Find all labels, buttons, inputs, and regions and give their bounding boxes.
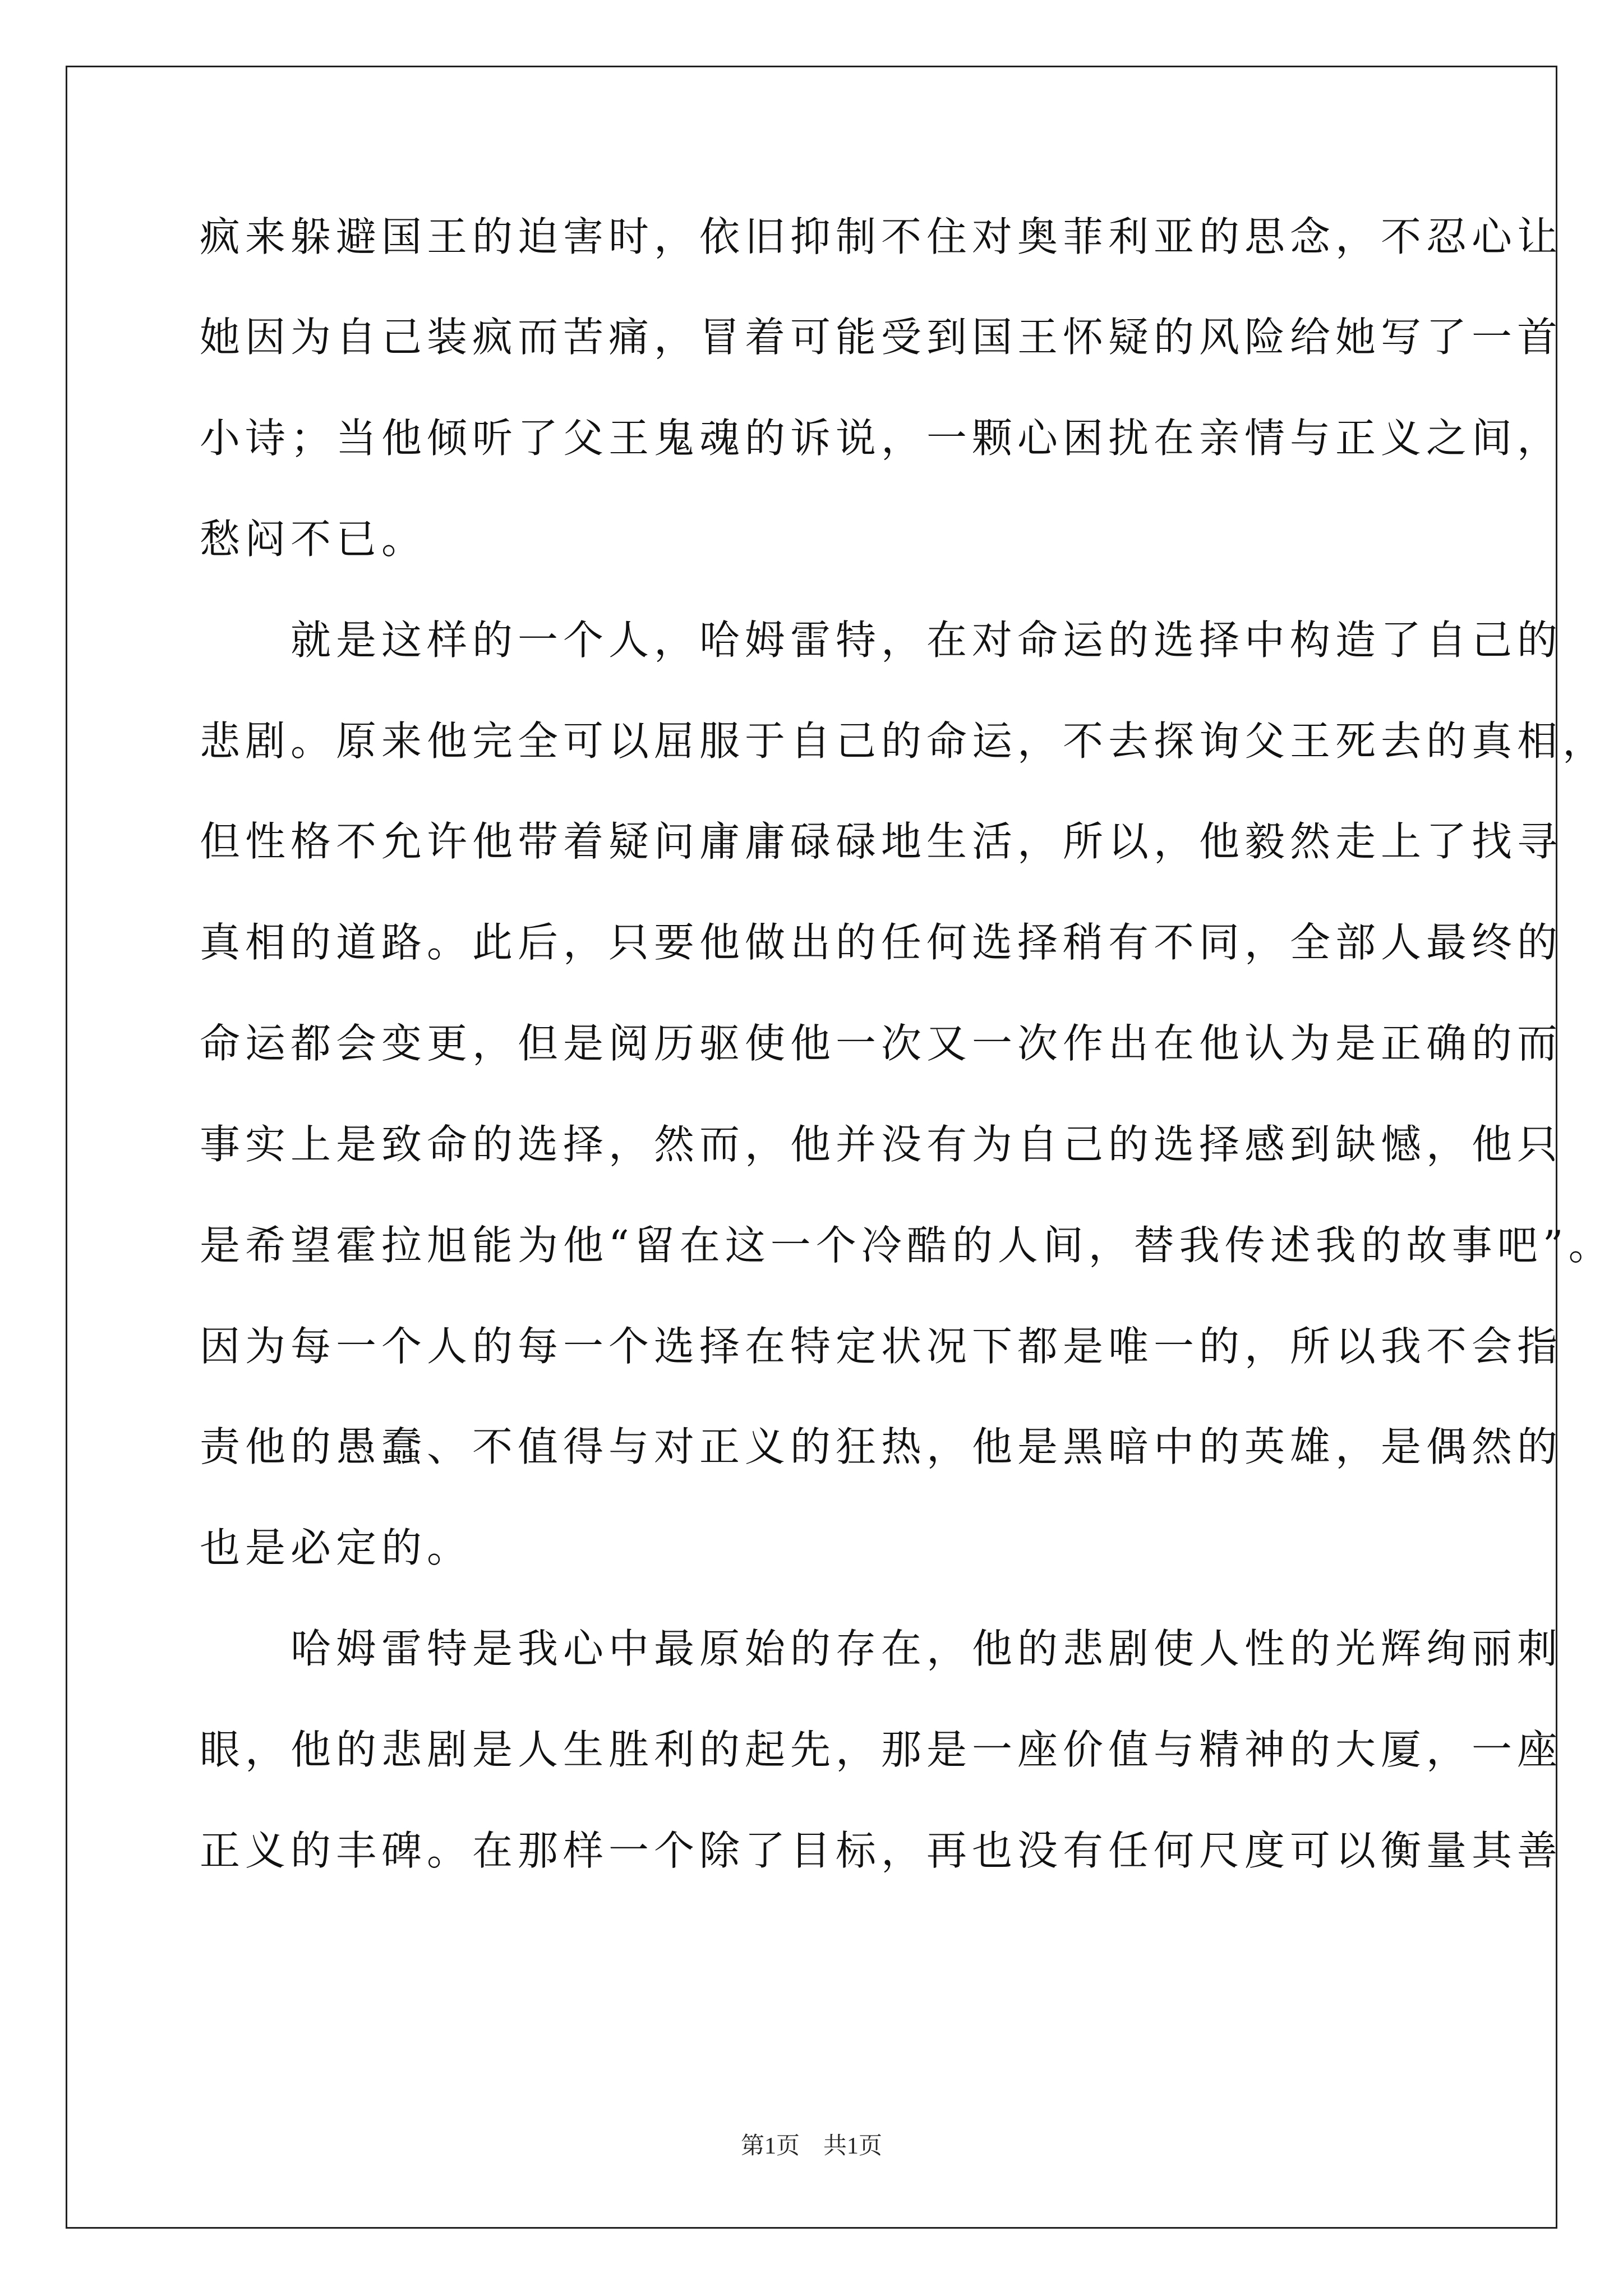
text-line: 悲剧。原来他完全可以屈服于自己的命运，不去探询父王死去的真相， [200,717,1608,765]
text-line: 也是必定的。 [200,1524,473,1571]
text-line: 她因为自己装疯而苦痛，冒着可能受到国王怀疑的风险给她写了一首 [200,314,1563,361]
text-line: 命运都会变更，但是阅历驱使他一次又一次作出在他认为是正确的而 [200,1020,1563,1067]
text-line: 哈姆雷特是我心中最原始的存在，他的悲剧使人性的光辉绚丽刺 [200,1625,1563,1672]
text-line: 疯来躲避国王的迫害时，依旧抑制不住对奥菲利亚的思念，不忍心让 [200,213,1563,260]
text-line: 责他的愚蠢、不值得与对正义的狂热，他是黑暗中的英雄，是偶然的 [200,1423,1563,1470]
text-line: 愁闷不已。 [200,516,427,563]
text-line: 正义的丰碑。在那样一个除了目标，再也没有任何尺度可以衡量其善 [200,1827,1563,1874]
text-line: 小诗；当他倾听了父王鬼魂的诉说，一颗心困扰在亲情与正义之间， [200,415,1563,462]
text-line: 就是这样的一个人，哈姆雷特，在对命运的选择中构造了自己的 [200,616,1563,664]
text-line: 但性格不允许他带着疑问庸庸碌碌地生活，所以，他毅然走上了找寻 [200,818,1563,865]
text-line: 事实上是致命的选择，然而，他并没有为自己的选择感到缺憾，他只 [200,1121,1563,1168]
text-line: 因为每一个人的每一个选择在特定状况下都是唯一的，所以我不会指 [200,1323,1563,1370]
text-line: 眼，他的悲剧是人生胜利的起先，那是一座价值与精神的大厦，一座 [200,1726,1563,1773]
text-line: 是希望霍拉旭能为他“留在这一个冷酷的人间，替我传述我的故事吧”。 [200,1222,1614,1269]
text-line: 真相的道路。此后，只要他做出的任何选择稍有不同，全部人最终的 [200,919,1563,966]
page-footer: 第1页 共1页 [740,2133,882,2159]
